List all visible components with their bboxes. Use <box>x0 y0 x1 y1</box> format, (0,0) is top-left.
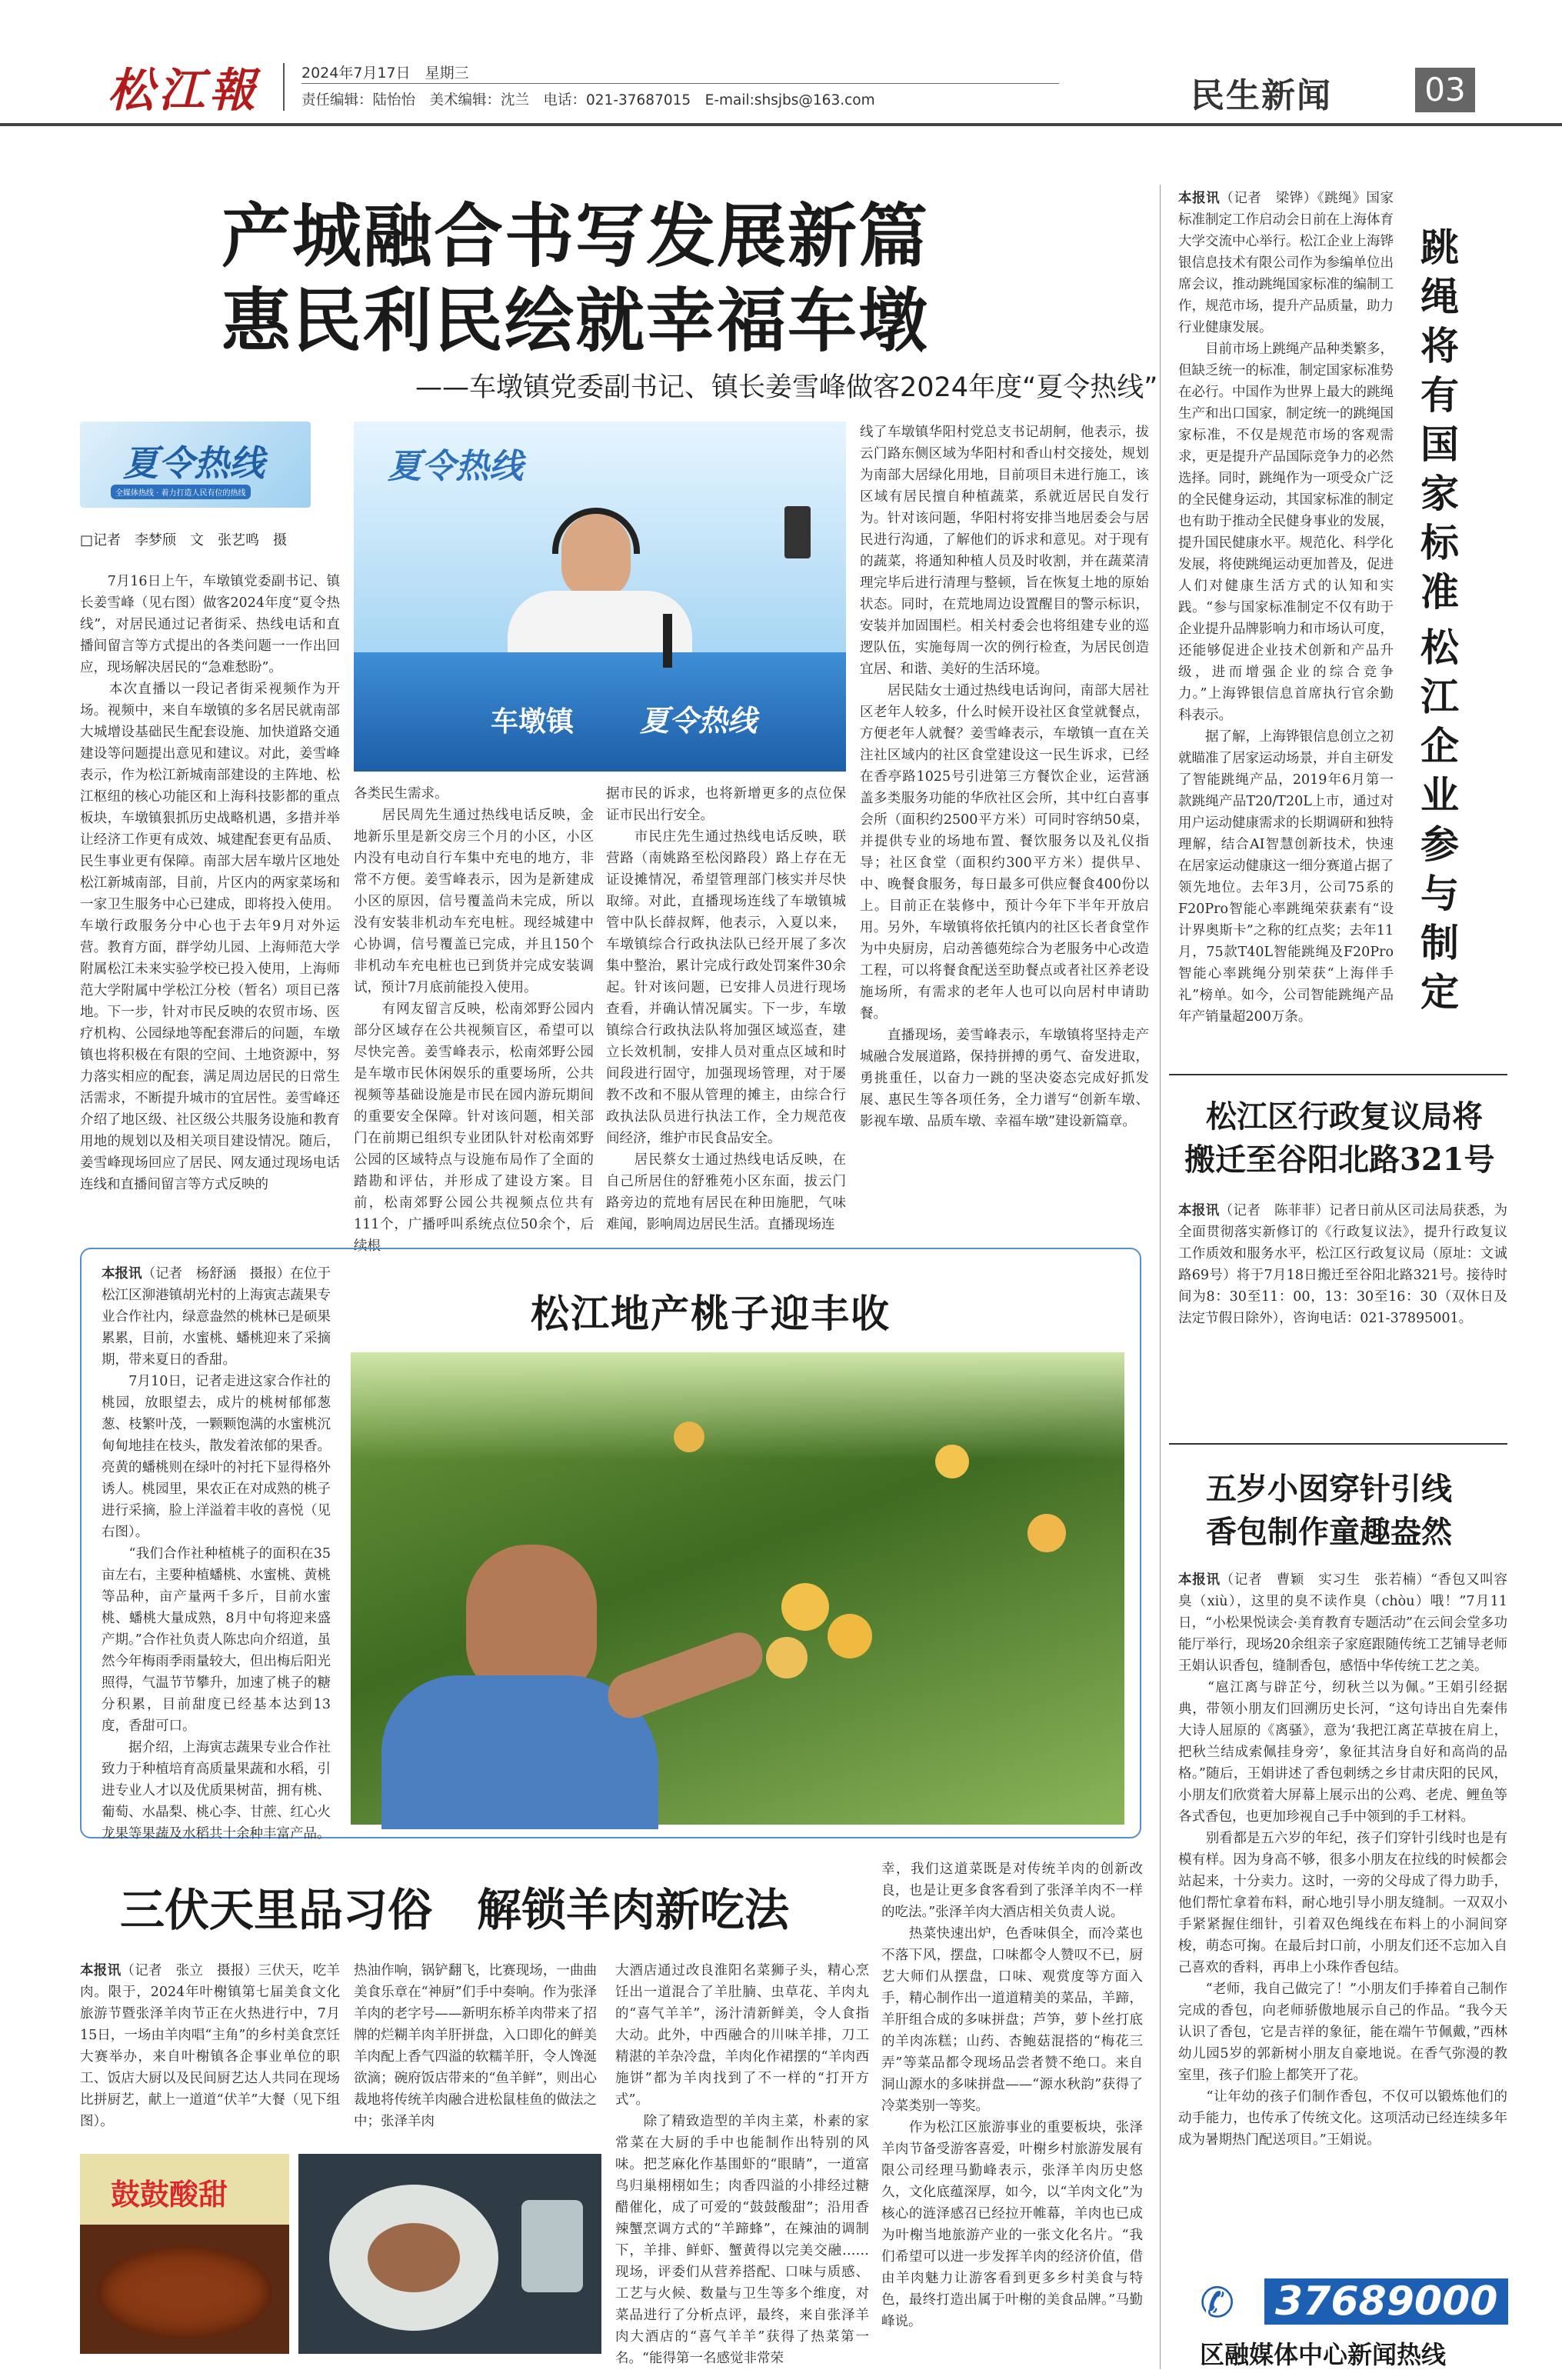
main-headline-1: 产城融合书写发展新篇 <box>221 196 929 277</box>
peach-2 <box>828 1614 872 1658</box>
logo-text: 夏令热线 <box>123 442 265 484</box>
rope-headline-char: 国 <box>1420 422 1459 467</box>
sidebar-divider <box>1160 185 1161 2369</box>
desk-sign-town: 车墩镇 <box>491 706 575 738</box>
main-headline-2: 惠民利民绘就幸福车墩 <box>221 281 929 362</box>
foliage-light <box>351 1352 1124 1460</box>
backdrop-logo: 夏令热线 <box>388 447 523 486</box>
rope-headline-char: 定 <box>1420 969 1459 1015</box>
peach-headline: 松江地产桃子迎丰收 <box>531 1291 891 1336</box>
rope-headline-char: 绳 <box>1420 274 1459 319</box>
rope-headline-char: 参 <box>1420 822 1459 867</box>
rope-headline-char: 与 <box>1420 871 1459 916</box>
rope-headline-char: 业 <box>1420 772 1459 818</box>
masthead-logo: 松江報 <box>108 64 260 118</box>
review-body: （记者 陈菲菲）记者日前从区司法局获悉，为全面贯彻落实新修订的《行政复议法》，提升行政复议工作质效和服务水平，松江区行政复议局（原址：文诚路69号）将于7月18日搬迁至谷阳北路321号。接待时间为8：30至11：00，13：30至16：30（双休日及法定节假日除外），咨询电话：021-37895001。 <box>1178 1203 1508 1326</box>
peach-orchard-photo <box>351 1352 1124 1825</box>
studio-light <box>784 506 811 558</box>
mutton-col-4: 幸，我们这道菜既是对传统羊肉的创新改良，也是让更多食客看到了张泽羊肉不一样的吃法。”张泽羊肉大酒店相关负责人说。 热菜快速出炉，色香味俱全，而冷菜也不落下风，摆盘，口味都令人赞叹不已，厨艺大师们从摆盘，口味、观赏度等方面入手，精心制作出一道道精美的菜品，羊蹄，羊肝组合成的多味拼盘；芦笋，萝卜丝打底的羊肉冻糕；山药、杏鲍菇混搭的“梅花三弄”等菜品都令现场品尝者赞不绝口。来自洞山源水的多味拼盘——“源水秋韵”获得了冷菜类别一等奖。 作为松江区旅游事业的重要板块，张泽羊肉节备受游客喜爱，叶榭乡村旅游发展有限公司经理马勤峰表示，张泽羊肉历史悠久，文化底蕴深厚，如今，以“羊肉文化”为核心的涟泽感召已经拉开帷幕，羊肉也已成为叶榭当地旅游产业的一张文化名片。“我们希望可以进一步发挥羊肉的经济价值，借由羊肉魅力让游客看到更多乡村美食与特色，最终打造出属于叶榭的美食品牌。”马勤峰说。 <box>881 1862 1143 2329</box>
dish-sign-label: 鼓鼓酸甜 <box>111 2177 228 2212</box>
peach-1 <box>781 1583 829 1631</box>
rope-headline-char: 制 <box>1420 920 1459 965</box>
review-headline-2: 搬迁至谷阳北路321号 <box>1184 1142 1495 1178</box>
hotline-number: 37689000 <box>1264 2278 1508 2325</box>
dish-photo-sweet-sour <box>80 2154 289 2354</box>
microphone <box>663 614 672 668</box>
rope-story-text <box>1178 188 1394 1185</box>
main-subhead: ——车墩镇党委副书记、镇长姜雪峰做客2024年度“夏令热线” <box>415 372 1158 403</box>
dish-plate <box>97 2246 272 2338</box>
peach-lead: 本报讯 <box>102 1266 142 1282</box>
rope-headline-char: 松 <box>1420 625 1459 670</box>
mutton-col-2: 热油作响，锅铲翻飞，比赛现场，一曲曲美食乐章在“神厨”们手中奏响。作为张泽羊肉的老字号——新明东桥羊肉带来了招牌的烂糊羊肉羊肝拼盘，入口即化的鲜美羊肉配上香气四溢的软糯羊肝，令人馋涎欲滴；碗府饭店带来的“鱼羊鲜”，则出心裁地将传统羊肉融合进松鼠桂鱼的做法之中；张泽羊肉 <box>354 1963 597 2129</box>
byline: □记者 李梦颀 文 张艺鸣 摄 <box>80 532 288 548</box>
mutton-col-1-text: （记者 张立 摄报）三伏天，吃羊肉。限于，2024年叶榭镇第七届美食文化旅游节暨张泽羊肉节正在火热进行中，7月15日，一场由羊肉唱“主角”的乡村美食烹饪大赛举办，来自叶榭镇各企事业单位的职工、饭店大厨以及民间厨艺达人共同在现场比拼厨艺，献上一道道“伏羊”大餐（见下组图）。 <box>80 1963 341 2129</box>
review-story-text <box>1178 1200 1507 1446</box>
rope-headline-char: 标 <box>1420 520 1459 565</box>
phone-icon: ✆ <box>1200 2278 1235 2327</box>
logo-subtext: 全媒体热线 · 着力打造人民有位的热线 <box>111 485 251 499</box>
hotline-caption: 区融媒体中心新闻热线 <box>1200 2340 1447 2369</box>
studio-interview-photo <box>354 422 846 772</box>
peach-3 <box>766 1637 808 1678</box>
peach-story-text <box>102 1263 331 1842</box>
header-bottom-rule <box>0 123 1562 126</box>
main-story-col-4: 线了车墩镇华阳村党总支书记胡舸，他表示，拔云门路东侧区域为华阳村和香山村交接处，规划为南部大居绿化用地，目前项目未进行施工，该区域有居民擅自种植蔬菜，系就近居民自发行为。针对该问题，华阳村将安排当地居委会与居民进行沟通，了解他们的诉求和意见。对于现有的蔬菜，将通知种植人员及时收割，并在蔬菜清理完毕后进行清理与整顿，旨在恢复土地的原始状态。同时，在荒地周边设置醒目的警示标识，安装并加固围栏。相关村委会也将组建专业的巡逻队伍，实施每周一次的例行检查，为居民创造宜居、和谐、美好的生活环境。 居民陆女士通过热线电话询问，南部大居社区老年人较多，什么时候开设社区食堂就餐点，方便老年人就餐？姜雪峰表示，车墩镇一直在关注社区域内的社区食堂建设这一民生诉求，已经在香亭路1025号引进第三方餐饮企业，运营涵盖多类服务功能的华欣社区会所，其中红白喜事会所（面积约2500平方米）可同时容纳50桌，并提供专业的场地布置、餐饮服务以及礼仪指导；社区食堂（面积约300平方米）提供早、中、晚餐食服务，每日最多可供应餐食400份以上。目前正在装修中，预计今年下半年开放启用。另外，车墩镇将依托镇内的社区长者食堂作为中央厨房，启动善德苑综合为老服务中心改造工程，可以将餐食配送至助餐点或者社区养老设施场所，有需求的老年人也可以向居村申请助餐。 直播现场，姜雪峰表示，车墩镇将坚持走产城融合发展道路，保持拼搏的勇气、奋发进取，勇挑重任，以奋力一跳的坚决姿态完成好抓发展、惠民生等各项任务，全力谱写“创新车墩、影视车墩、品质车墩、幸福车墩”建设新篇章。 <box>860 425 1149 1129</box>
platter-cup <box>521 2200 583 2292</box>
rope-headline-char: 江 <box>1420 674 1459 719</box>
rope-lead: 本报讯 <box>1178 191 1221 206</box>
hotline-box <box>1200 2275 1507 2368</box>
peach-5 <box>1027 1514 1066 1552</box>
mutton-lead: 本报讯 <box>80 1963 122 1978</box>
rope-headline-char: 跳 <box>1420 225 1459 270</box>
platter-food <box>368 2223 460 2292</box>
review-lead: 本报讯 <box>1178 1203 1220 1218</box>
sidebar-rule-2 <box>1169 1443 1507 1445</box>
sidebar-rule-1 <box>1169 1074 1507 1075</box>
main-story-col-3: 据市民的诉求，也将新增更多的点位保证市民出行安全。 市民庄先生通过热线电话反映，联营路（南姚路至松闵路段）路上存在无证设摊情况，希望管理部门核实并尽快取缔。对此，直播现场连线了车墩镇城管中队长薛叔辉，他表示，入夏以来，车墩镇综合行政执法队已经开展了多次集中整治，累计完成行政处罚案件30余起。针对该问题，已安排人员进行现场查看，并确认情况属实。下一步，车墩镇综合行政执法队将加强区域巡查，建立长效机制，安排人员对重点区域和时间段进行固守，加强现场管理，对于屡教不改和不服从管理的摊主，由综合行政执法队员进行执法工作，全力规范夜间经济，维护市民食品安全。 居民蔡女士通过热线电话反映，在自己所居住的舒雅苑小区东面，拔云门路旁边的荒地有居民在种田施肥，气味难闻，影响周边居民生活。直播现场连 <box>606 786 846 1232</box>
desk-sign-hotline: 夏令热线 <box>640 703 758 738</box>
dish-photo-cold-platter <box>298 2154 601 2354</box>
masthead-rule <box>301 83 1059 84</box>
desk <box>354 652 846 772</box>
main-story-col-1: 7月16日上午，车墩镇党委副书记、镇长姜雪峰（见右图）做客2024年度“夏令热线”，对居民通过记者街采、热线电话和直播间留言等方式提出的各类问题一一作出回应，现场解决居民的“急难愁盼”。 本次直播以一段记者街采视频作为开场。视频中，来自车墩镇的多名居民就南部大城增设基础民生配套设施、加快道路交通建设等问题提出意见和建议。对此，姜雪峰表示，作为松江新城南部建设的主阵地、松江枢纽的核心功能区和上海科技影都的重点板块，车墩镇狠抓历史战略机遇，多措并举让经济工作更有成效、城建配套更有品质、民生事业更有保障。南部大居车墩片区地处松江新城南部，目前，片区内的两家菜场和一家卫生服务中心已建成，即将投入使用。车墩行政服务分中心也于去年9月对外运营。教育方面，群学幼儿园、上海师范大学附属松江未来实验学校已投入使用，上海师范大学附属中学松江分校（暂名）项目已落地。下一步，针对市民反映的农贸市场、医疗机构、公园绿地等配套滞后的问题，车墩镇也将积极在有限的空间、土地资源中，努力落实相应的配套，满足周边居民的日常生活需求，不断提升城市的宜居性。姜雪峰还介绍了地区级、社区级公共服务设施和教育用地的规划以及相关项目建设情况。随后，姜雪峰现场回应了居民、网友通过现场电话连线和直播间留言等方式反映的 <box>80 574 340 1192</box>
mutton-headline: 三伏天里品习俗 解锁羊肉新吃法 <box>120 1884 790 1936</box>
sachet-headline-2: 香包制作童趣盎然 <box>1206 1514 1452 1550</box>
sachet-story-text <box>1178 1569 1507 2269</box>
sachet-headline-1: 五岁小囡穿针引线 <box>1206 1471 1452 1507</box>
masthead <box>0 0 1562 118</box>
sachet-lead: 本报讯 <box>1178 1572 1221 1588</box>
mutton-col-1 <box>80 1960 340 2145</box>
rope-headline-char: 将 <box>1420 323 1459 368</box>
rope-headline-char: 有 <box>1420 372 1459 418</box>
rope-headline-col-1 <box>1417 223 1463 617</box>
peach-6 <box>674 1422 704 1452</box>
masthead-divider <box>283 63 285 111</box>
peach-body: （记者 杨舒涵 摄报）在位于松江区泖港镇胡光村的上海寅志蔬果专业合作社内，绿意盎然的桃林已是硕果累累，目前，水蜜桃、蟠桃迎来了采摘期，带来夏日的香甜。 7月10日，记者走进这家合作社的桃园，放眼望去，成片的桃树郁郁葱葱、枝繁叶茂，一颗颗饱满的水蜜桃沉甸甸地挂在枝头，散发着浓郁的果香。亮黄的蟠桃则在绿叶的衬托下显得格外诱人。桃园里，果农正在对成熟的桃子进行采摘，脸上洋溢着丰收的喜悦（见右图）。 “我们合作社种植桃子的面积在35亩左右，主要种植蟠桃、水蜜桃、黄桃等品种，亩产量两千多斤，目前水蜜桃、蟠桃大量成熟，8月中旬将迎来盛产期。”合作社负责人陈忠向介绍道，虽然今年梅雨季雨量较大，但出梅后阳光照得，气温节节攀升，加速了桃子的糖分积累，目前甜度已经基本达到13度，香甜可口。 据介绍，上海寅志蔬果专业合作社致力于种植培育高质量果蔬和水稻，引进专业人才以及优质果树苗，拥有桃、葡萄、水晶梨、桃心李、甘蔗、红心火龙果等果蔬及水稻共十余种丰富产品。 <box>102 1266 331 1842</box>
mutton-col-3: 大酒店通过改良淮阳名菜狮子头，精心烹饪出一道混合了羊肚腩、虫草花、羊肉丸的“喜气羊羊”，汤汁清新鲜美，令人食指大动。此外，中西融合的川味羊排，刀工精湛的羊杂冷盘，羊肉化作裙摆的“羊肉西施饼”都为羊肉找到了不一样的“打开方式”。 除了精致造型的羊肉主菜，朴素的家常菜在大厨的手中也能制作出特别的风味。把芝麻化作基围虾的“眼睛”，一道富鸟归巢栩栩如生；肉香四溢的小排经过糖醋催化，成了可爱的“鼓鼓酸甜”；沿用香辣蟹烹调方式的“羊蹄蜂”，在辣油的调制下，羊排、鲜虾、蟹黄得以完美交融……现场，评委们从营养搭配、口味与质感、工艺与火候、数量与卫生等多个维度，对菜品进行了分析点评，最终，来自张泽羊肉大酒店的“喜气羊羊”获得了热菜第一名。“能得第一名感觉非常荣 <box>615 1963 869 2366</box>
page-number: 03 <box>1415 68 1475 112</box>
rope-headline-char: 企 <box>1420 723 1459 768</box>
rope-headline-char: 家 <box>1420 471 1459 516</box>
summer-hotline-logo <box>80 422 311 508</box>
section-title: 民生新闻 <box>1191 76 1332 115</box>
rope-body: （记者 梁铧）《跳绳》国家标准制定工作启动会日前在上海体育大学交流中心举行。松江企业上海铧银信息技术有限公司作为参编单位出席会议，推动跳绳国家标准的编制工作，规范市场，提升产品质量，助力行业健康发展。 目前市场上跳绳产品种类繁多，但缺乏统一的标准，制定国家标准势在必行。中国作为世界上最大的跳绳生产和出口国家，制定统一的跳绳国家标准，不仅是规范市场的客观需求，更是提升产品国际竞争力的必然选择。同时，跳绳作为一项受众广泛的全民健身运动，其国家标准的制定也有助于推动全民健身事业的发展，提升国民健康水平。规范化、科学化发展，将使跳绳运动更加普及，促进人们对健康生活方式的认知和实践。“参与国家标准制定不仅有助于企业提升品牌影响力和市场认可度，还能够促进企业技术创新和产品升级，进而增强企业的综合竞争力。”上海铧银信息首席执行官余勤科表示。 据了解，上海铧银信息创立之初就瞄准了居家运动场景，并自主研发了智能跳绳产品，2019年6月第一款跳绳产品T20/T20L上市，通过对用户运动健康需求的长期调研和独特理解，结合AI智慧创新技术，快速在居家运动健康这一细分赛道占据了领先地位。去年3月，公司75系的F20Pro智能心率跳绳荣获素有“设计界奥斯卡”之称的红点奖；去年11月，75款T40L智能跳绳及F20Pro智能心率跳绳分别荣获“上海伴手礼”榜单。如今，公司智能跳绳产品年产销量超200万条。 <box>1178 191 1394 1025</box>
main-story-col-2: 各类民生需求。 居民周先生通过热线电话反映，金地新乐里是新交房三个月的小区，小区内没有电动自行车集中充电的地方，非常不方便。姜雪峰表示，因为是新建成小区的原因，信号覆盖尚未完成，所以没有安装非机动车充电桩。现经城建中心协调，信号覆盖已完成，并且150个非机动车充电桩也已到货并完成安装调试，预计7月底前能投入使用。 有网友留言反映，松南郊野公园内部分区域存在公共视频盲区，希望可以尽快完善。姜雪峰表示，松南郊野公园是车墩市民休闲娱乐的重要场所，公共视频等基础设施是市民在园内游玩期间的重要安全保障。针对该问题，相关部门在前期已组织专业团队针对松南郊野公园的区域特点与设施布局作了全面的踏勘和评估，并形成了建设方案。目前，松南郊野公园公共视频点位共有111个，广播呼叫系统点位50余个，后续根 <box>354 786 594 1254</box>
date-line: 2024年7月17日 星期三 <box>301 65 469 82</box>
farmer-arm <box>601 1626 769 1725</box>
peach-4 <box>935 1445 969 1478</box>
review-headline-1: 松江区行政复议局将 <box>1206 1098 1483 1135</box>
rope-headline-col-2 <box>1417 623 1463 1017</box>
sachet-body: （记者 曹颖 实习生 张若楠）“香包又叫容臭（xiù），这里的臭不读作臭（chòu）哦！”7月11日，“小松果悦读会·美育教育专题活动”在云间会堂多功能厅举行，现场20余组亲子家庭跟随传统工艺铺导老师王娟认识香包，缝制香包，感悟中华传统工艺之美。 “扈江离与辟芷兮，纫秋兰以为佩。”王娟引经据典，带领小朋友们回溯历史长河，“这句诗出自先秦伟大诗人屈原的《离骚》，意为‘我把江离芷草披在肩上，把秋兰结成索佩挂身旁’，象征其洁身自好和高尚的品格。”随后，王娟讲述了香包刺绣之乡甘肃庆阳的民风，小朋友们欣赏着大屏幕上展示出的公鸡、老虎、鲤鱼等各式香包，也更加珍视自己手中领到的手工材料。 别看都是五六岁的年纪，孩子们穿针引线时也是有模有样。因为身高不够，很多小朋友在拉线的时候都会站起来，十分卖力。这时，一旁的父母成了得力助手，他们帮忙拿着布料，耐心地引导小朋友缝制。一双双小手紧紧握住细针，引着双色绳线在布料上的小洞间穿梭，萌态可掬。在最后封口前，小朋友们还不忘加入自己喜欢的香料，再串上小珠作香包结。 “老师，我自己做完了！”小朋友们手捧着自己制作完成的香包，向老师骄傲地展示自己的作品。“我今天认识了香包，它是吉祥的象征，能在端午节佩戴，”西林幼儿园5岁的郭新树小朋友自豪地说。在香气弥漫的教室里，孩子们脸上都笑开了花。 “让年幼的孩子们制作香包，不仅可以锻炼他们的动手能力，也传承了传统文化。这项活动已经连续多年成为暑期热门配送项目。”王娟说。 <box>1178 1572 1508 2148</box>
rope-headline-char: 准 <box>1420 569 1459 615</box>
editors-line: 责任编辑：陆怡怡 美术编辑：沈兰 电话：021-37687015 E-mail:shsjbs@163.com <box>301 92 875 108</box>
